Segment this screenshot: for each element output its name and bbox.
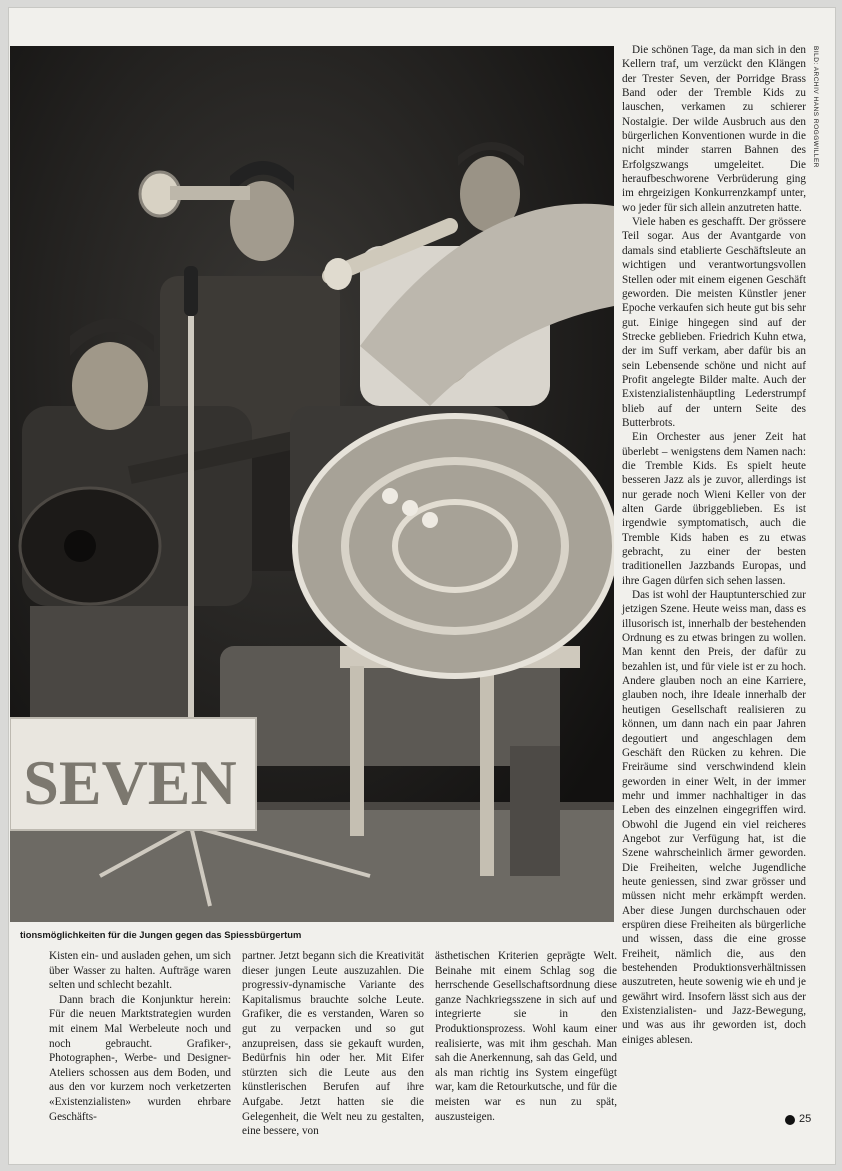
sidebar-column [622,43,806,1047]
page-number: 25 [799,1113,812,1125]
article-column-1 [49,949,231,1124]
band-illustration [10,46,614,922]
sidebar-paragraph: Viele haben es geschafft. Der grössere Teil sogar. Aus der Avantgarde von damals sind etablierte Geschäftsleute an wichtigen und verantwortungsvollen Stellen oder mit einem eigenen Geschäft geworden. Die meisten Künstler jener Epoche verkaufen sich heute gut bis sehr gut. Einige hingegen sind auf der Strecke geblieben. Friedrich Kuhn etwa, der im Suff verkam, aber dafür bis an sein Lebensende schöne und nicht auf Profit angelegte Bilder malte. Auch der Existenzialistenhäuptling Lederstrumpf blieb auf der untern Seite des Butterbrots. [622,216,806,429]
article-paragraph: partner. Jetzt begann sich die Kreativität dieser jungen Leute auszuzahlen. Die progressiv-dynamische Variante des Kapitalismus brauchte solche Leute. Grafiker, die es verstanden, Waren so gut zu verpacken und so gut anzupreisen, dass sie gekauft wurden, Bedürfnis hin oder her. Mit Eifer stürzten sich die Leute aus den künstlerischen Berufen auf ihre Aufgabe. Jetzt hatten sie die Gelegenheit, die Welt neu zu gestalten, eine bessere, von [242,950,424,1138]
sidebar-paragraph: Die schönen Tage, da man sich in den Kellern traf, um verzückt den Klängen der Trester Seven, der Porridge Brass Band oder der Tremble Kids zu lauschen, verkamen zu schierer Nostalgie. Der wilde Ausbruch aus den bürgerlichen Konventionen wurde in die nicht minder starren Bahnen des Erfolgszwangs umgeleitet. Die heraufbeschworene Verbrüderung ging im ehrgeizigen Konkurrenzkampf unter, wo jeder für sich allein anzutreten hatte. [622,44,806,214]
end-mark-icon [785,1115,795,1125]
article-column-2 [242,949,424,1139]
photo-credit-text: BILD: ARCHIV HANS ROGGWILLER [812,46,819,168]
article-paragraph: ästhetischen Kriterien geprägte Welt. Beinahe mit einem Schlag sog die herrschende Gesellschaftsordnung diese ganze Nachkriegsszene in sich auf und integrierte sie in den Produktionsprozess. Wohl kaum einer realisierte, was mit ihm geschah. Man sah die Anerkennung, sah das Geld, und als man richtig ins System eingefügt war, kam die Retourkutsche, und für die meisten war es nun zu spät, auszusteigen. [435,950,617,1123]
photo-credit [808,46,822,168]
article-paragraph: Dann brach die Konjunktur herein: Für die neuen Marktstrategien wurden mit einem Mal Werbeleute noch und noch gebraucht. Grafiker-, Photographen-, Werbe- und Designer-Ateliers schossen aus dem Boden, und aus den vor kurzem noch verketzerten «Existenzialisten» wurden ehrbare Geschäfts- [49,993,231,1123]
band-sign-text: SEVEN [23,747,237,818]
photo-caption: tionsmöglichkeiten für die Jungen gegen das Spiessbürgertum [20,929,302,940]
band-photo [10,46,614,922]
article-column-3 [435,949,617,1124]
sidebar-paragraph: Ein Orchester aus jener Zeit hat überlebt – wenigstens dem Namen nach: die Tremble Kids. Es spielt heute besseren Jazz als je zuvor, allerdings ist nur gerade noch Wieni Keller von der alten Garde übriggeblieben. Es ist irgendwie symptomatisch, auch die Tremble Kids haben es zu etwas gebracht, zu einer der besten traditionellen Jazzbands Europas, und ihre Gagen dürfen sich sehen lassen. [622,431,806,587]
sidebar-paragraph: Das ist wohl der Hauptunterschied zur jetzigen Szene. Heute weiss man, dass es illusorisch ist, innerhalb der bestehenden Ordnung es zu etwas bringen zu wollen. Man kennt den Preis, der dafür zu bezahlen ist, und für viele ist er zu hoch. Andere glauben noch an eine Karriere, glauben noch, ihre Ideale innerhalb der heutigen Gesellschaft realisieren zu können, um dann nach ein paar Jahren degoutiert und angeschlagen dem Geschäft den Rücken zu kehren. Die Freiräume sind verschwindend klein geworden in einer Welt, in der immer mehr und immer nachhaltiger in das Leben des einzelnen eingegriffen wird. Obwohl die Jugend ein viel reicheres Angebot zur Verfügung hat, ist die Szene wahrscheinlich ärmer geworden. Die Freiheiten, welche Jugendliche heute geniessen, sind zwar grösser und müssen nicht mehr erkämpft werden. Aber diese Jungen durchschauen oder erspüren diese Freiheiten als bürgerliche und wissen, dass die eine grosse Freiheit, nämlich die, aus den bestehenden Produktionsverhältnissen auszutreten, heute sowenig wie eh und je gewährt wird. Insofern lässt sich aus der Existenzialisten- und Jazz-Bewegung, und was aus ihr geworden ist, doch einiges ablesen. [622,589,806,1046]
article-paragraph: Kisten ein- und ausladen gehen, um sich über Wasser zu halten. Aufträge waren selten und schlecht bezahlt. [49,950,231,992]
band-sign [10,718,256,830]
